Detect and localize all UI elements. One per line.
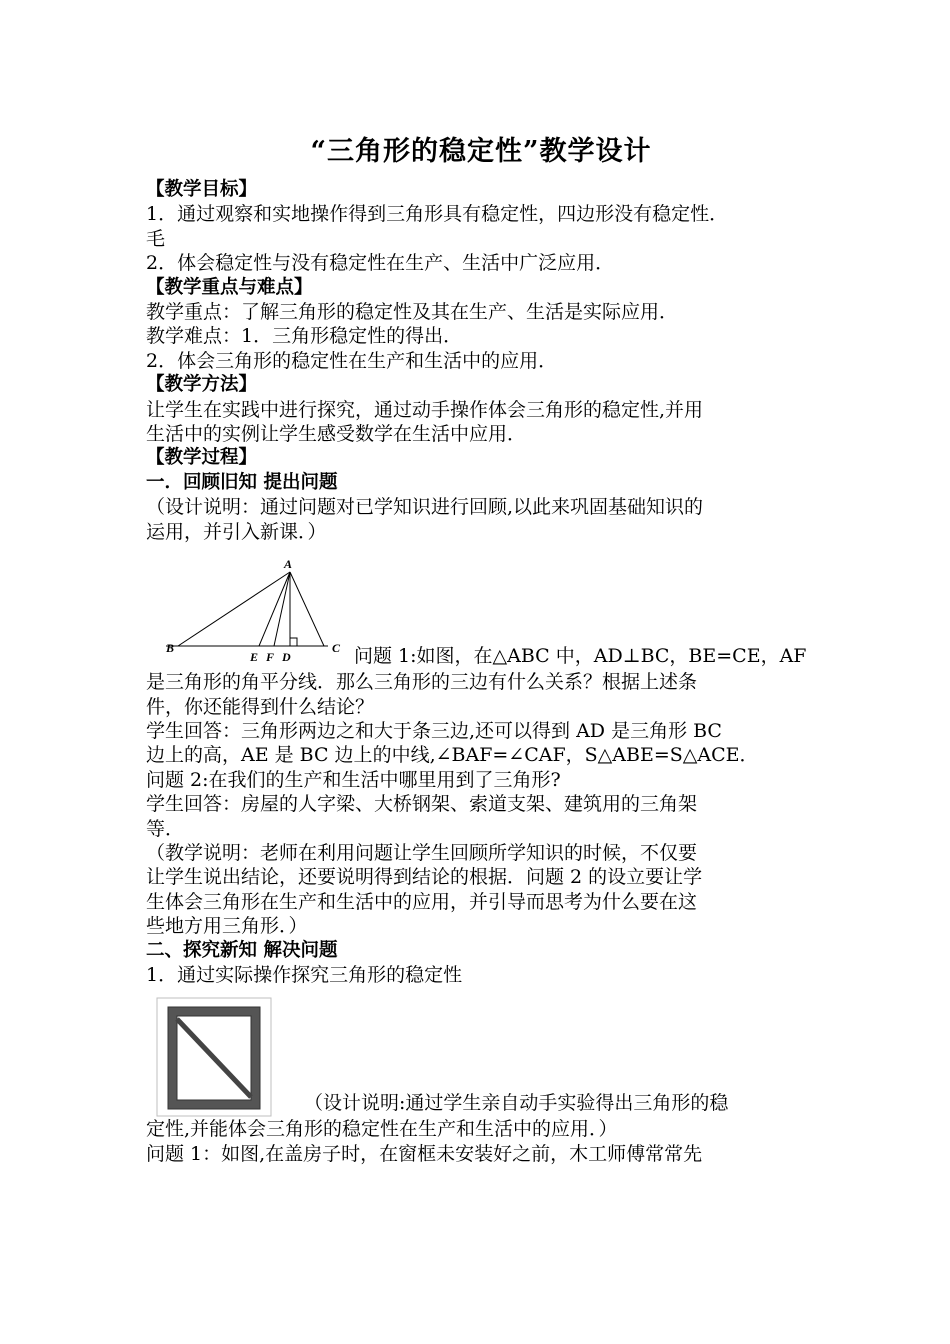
answer-1b: 边上的高，AE 是 BC 边上的中线,∠BAF=∠CAF，S△ABE=S△ACE． xyxy=(146,744,759,767)
question-1-inline: 问题 1:如图，在△ABC 中，AD⊥BC，BE=CE，AF xyxy=(354,645,807,668)
page-title: “三角形的稳定性”教学设计 xyxy=(310,136,652,167)
design-note-2-inline: （设计说明:通过学生亲自动手实验得出三角形的稳 xyxy=(304,1092,729,1115)
answer-2a: 学生回答：房屋的人字梁、大桥钢架、索道支架、建筑用的三角架 xyxy=(146,793,698,816)
document-page xyxy=(146,130,816,1166)
question-2: 问题 2:在我们的生产和生活中哪里用到了三角形? xyxy=(146,768,561,791)
label-c: C xyxy=(332,641,341,656)
goal-1: 1．通过观察和实地操作得到三角形具有稳定性，四边形没有稳定性． xyxy=(146,203,729,226)
goal-1-continuation: 毛 xyxy=(146,227,166,250)
key-point: 教学重点：了解三角形的稳定性及其在生产、生活是实际应用． xyxy=(146,301,679,324)
label-e: E xyxy=(250,650,259,665)
teaching-note-4: 些地方用三角形．） xyxy=(146,915,308,938)
frame-figure-row xyxy=(146,987,816,1117)
section-key-heading: 【教学重点与难点】 xyxy=(146,276,313,298)
answer-1a: 学生回答：三角形两边之和大于条三边,还可以得到 AD 是三角形 BC xyxy=(146,719,722,742)
section-method-heading: 【教学方法】 xyxy=(146,374,258,396)
teaching-note-1: （教学说明：老师在利用问题让学生回顾所学知识的时候，不仅要 xyxy=(146,841,698,864)
window-frame-figure xyxy=(156,997,272,1117)
difficulty-1: 教学难点：1．三角形稳定性的得出． xyxy=(146,325,463,348)
step-1: 1．通过实际操作探究三角形的稳定性 xyxy=(146,963,463,986)
difficulty-2: 2．体会三角形的稳定性在生产和生活中的应用． xyxy=(146,349,558,372)
question-1-line-2: 是三角形的角平分线．那么三角形的三边有什么关系？根据上述条 xyxy=(146,671,698,694)
answer-2b: 等． xyxy=(146,817,185,840)
question-window-frame: 问题 1：如图,在盖房子时，在窗框未安装好之前，木工师傅常常先 xyxy=(146,1142,703,1165)
label-b: B xyxy=(166,641,175,656)
part-1-heading: 一．回顾旧知 提出问题 xyxy=(146,471,338,493)
part-2-heading: 二、探究新知 解决问题 xyxy=(146,939,338,961)
triangle-figure-row xyxy=(146,544,816,670)
label-a: A xyxy=(284,557,293,572)
question-1-line-3: 件，你还能得到什么结论？ xyxy=(146,695,375,718)
section-goals-heading: 【教学目标】 xyxy=(146,179,258,200)
goal-2: 2．体会稳定性与没有稳定性在生产、生活中广泛应用． xyxy=(146,252,615,275)
triangle-abc-figure xyxy=(156,550,356,670)
label-d: D xyxy=(282,650,291,665)
label-f: F xyxy=(266,650,275,665)
section-process-heading: 【教学过程】 xyxy=(146,447,258,469)
teaching-note-3: 生体会三角形在生产和生活中的应用，并引导而思考为什么要在这 xyxy=(146,890,698,913)
method-line-1: 让学生在实践中进行探究，通过动手操作体会三角形的稳定性,并用 xyxy=(146,398,704,421)
design-note-2b: 定性,并能体会三角形的稳定性在生产和生活中的应用．） xyxy=(146,1118,618,1141)
design-note-1b: 运用，并引入新课．） xyxy=(146,520,327,543)
teaching-note-2: 让学生说出结论，还要说明得到结论的根据．问题 2 的设立要让学 xyxy=(146,866,703,889)
design-note-1a: （设计说明：通过问题对已学知识进行回顾,以此来巩固基础知识的 xyxy=(146,496,704,519)
method-line-2: 生活中的实例让学生感受数学在生活中应用． xyxy=(146,423,527,446)
